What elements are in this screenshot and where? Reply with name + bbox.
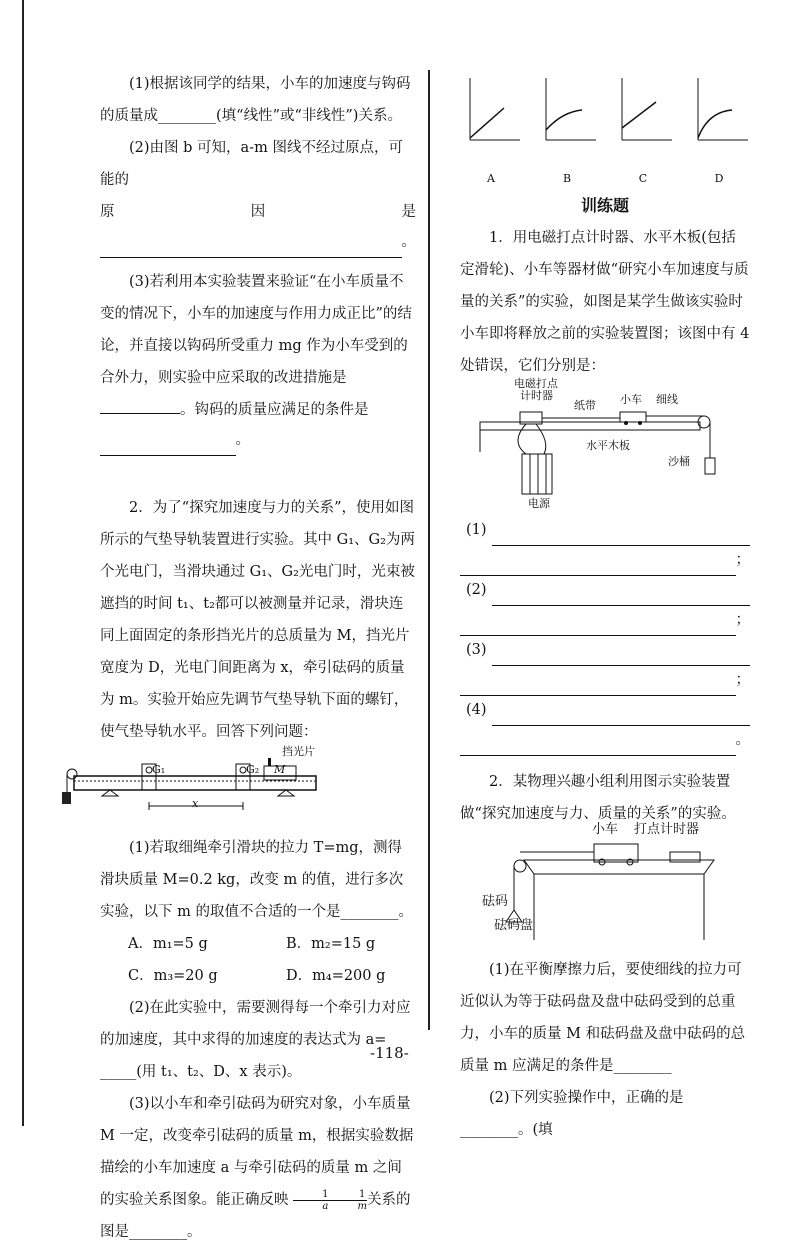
answer-list — [460, 516, 750, 756]
air-track-figure — [56, 745, 356, 818]
fraction-1-over-m — [328, 1189, 366, 1212]
graph-d-plot — [688, 70, 750, 150]
label-timer-2: 打点计时器 — [634, 822, 700, 837]
q2-part2: (2)在此实验中，需要测得每一个牵引力对应的加速度，其中求得的加速度的表达式为 a= — [100, 1000, 411, 1048]
answer-3-label: (3) — [466, 642, 487, 658]
option-b[interactable]: B．m₂=15 g — [286, 936, 376, 952]
q2-part1: (1)若取细绳牵引滑块的拉力 T=mg，测得滑块质量 M=0.2 kg，改变 m 的值，进行多次实验，以下 m 的取值不合适的一个是________。 — [100, 840, 413, 920]
answer-1-label: (1) — [466, 522, 487, 538]
label-timer-2: 计时器 — [520, 389, 553, 402]
options-row-2 — [100, 960, 416, 992]
graph-a[interactable] — [460, 70, 522, 185]
label-x: x — [192, 797, 199, 810]
answer-4-line[interactable] — [492, 709, 750, 726]
section-title: 训练题 — [580, 196, 629, 215]
graph-d[interactable] — [688, 70, 750, 185]
q1-part3-text: (3)若利用本实验装置来验证“在小车质量不变的情况下，小车的加速度与作用力成正比”的结论，并直接以钩码所受重力 mg 作为小车受到的合外力，则实验中应采取的改进措施是 — [100, 274, 412, 386]
option-d[interactable]: D．m₄=200 g — [286, 968, 386, 984]
answer-3-line-2[interactable] — [460, 679, 736, 696]
answer-1[interactable] — [460, 516, 750, 546]
label-timer: 电磁打点 — [514, 377, 558, 390]
t2-stem: 2．某物理兴趣小组利用图示实验装置做“探究加速度与力、质量的关系”的实验。 — [460, 774, 736, 822]
graph-c[interactable] — [612, 70, 674, 185]
setup-figure-1 — [470, 377, 730, 512]
t1-stem: 1．用电磁打点计时器、水平木板(包括定滑轮)、小车等器材做“研究小车加速度与质量的关系”的实验，如图是某学生做该实验时小车即将释放之前的实验装置图；该图中有 4 处错误，它们分别是： — [460, 230, 750, 374]
answer-1-line-2[interactable] — [460, 559, 736, 576]
label-tape: 纸带 — [574, 399, 596, 412]
graph-label-c: C — [638, 172, 648, 185]
label-mass: M — [274, 763, 286, 776]
option-a[interactable]: A．m₁=5 g — [128, 936, 208, 952]
q1-part2-line — [100, 196, 416, 228]
label-power: 电源 — [528, 497, 550, 510]
label-string: 细线 — [656, 393, 678, 406]
word-yuan: 原 — [100, 204, 115, 220]
semicolon: ； — [735, 612, 750, 628]
q2-part3-end: 关系的图是________。 — [100, 1192, 411, 1240]
graph-label-a: A — [487, 172, 495, 185]
fraction-1-over-a — [293, 1189, 328, 1212]
graph-options — [460, 70, 750, 185]
answer-3[interactable] — [460, 636, 750, 666]
semicolon: ； — [735, 672, 750, 688]
word-shi: 是 — [401, 204, 416, 220]
q2-part2-b: _____(用 t₁、t₂、D、x 表示)。 — [100, 1064, 302, 1080]
frac-num: 1 — [293, 1189, 328, 1201]
graph-label-d: D — [714, 172, 724, 185]
answer-2[interactable] — [460, 576, 750, 606]
answer-3-line[interactable] — [492, 649, 750, 666]
answer-2-line[interactable] — [492, 589, 750, 606]
graph-b-plot — [536, 70, 598, 150]
label-g1: G₁ — [152, 763, 166, 776]
right-column — [460, 0, 750, 1146]
answer-2-line-2[interactable] — [460, 619, 736, 636]
graph-b[interactable] — [536, 70, 598, 185]
column-divider — [428, 70, 430, 1030]
label-tray: 砝码盘 — [494, 918, 534, 933]
q2-part3-text: (3)以小车和牵引砝码为研究对象，小车质量 M 一定，改变牵引砝码的质量 m，根据实验数据描绘的小车加速度 a 与牵引砝码的质量 m 之间的实验关系图象。能正确反映 — [100, 1096, 414, 1208]
label-gate-strip: 挡光片 — [282, 745, 315, 758]
graph-c-plot — [612, 70, 674, 150]
page-number: -118- — [370, 1044, 409, 1062]
q2-part3 — [100, 1088, 416, 1248]
label-bucket: 沙桶 — [668, 455, 690, 468]
q1-part2: (2)由图 b 可知，a-m 图线不经过原点，可能的 — [100, 140, 403, 188]
blank-line[interactable] — [100, 439, 236, 456]
q1-part3-blank-1[interactable] — [100, 395, 180, 414]
word-yin: 因 — [250, 204, 266, 220]
answer-2-cont[interactable] — [460, 606, 750, 636]
period: 。 — [235, 432, 250, 448]
label-board: 水平木板 — [586, 439, 630, 452]
label-car-2: 小车 — [592, 822, 619, 837]
label-car: 小车 — [620, 393, 642, 406]
answer-1-cont[interactable] — [460, 546, 750, 576]
q1-part3-text-b: 。钩码的质量应满足的条件是 — [180, 402, 369, 418]
answer-2-label: (2) — [466, 582, 487, 598]
blank-line[interactable] — [100, 241, 402, 258]
options-row-1 — [100, 928, 416, 960]
page-left-border — [22, 0, 24, 1126]
t2-part1: (1)在平衡摩擦力后，要使细线的拉力可近似认为等于砝码盘及盘中砝码受到的总重力，小车的质量 M 和砝码盘及盘中砝码的总质量 m 应满足的条件是________ — [460, 962, 746, 1074]
option-c[interactable]: C．m₃=20 g — [128, 968, 218, 984]
t2-part2: (2)下列实验操作中，正确的是________。(填 — [460, 1090, 684, 1138]
q2-stem: 2．为了“探究加速度与力的关系”，使用如图所示的气垫导轨装置进行实验。其中 G₁、G₂为两个光电门，当滑块通过 G₁、G₂光电门时，光束被遮挡的时间 t₁、t₂都可以被测量并记录，滑块连同上面固定的条形挡光片的总质量为 M，挡光片宽度为 D，光电门间距离为 x，牵引砝码的质量为 m。实验开始应先调节气垫导轨下面的螺钉，使气垫导轨水平。回答下列问题： — [100, 500, 415, 740]
answer-4-line-2[interactable] — [460, 739, 736, 756]
answer-1-line[interactable] — [492, 529, 750, 546]
frac-den: m — [357, 1200, 367, 1212]
q1-part1: (1)根据该同学的结果，小车的加速度与钩码的质量成________(填“线性”或“非线性”)关系。 — [100, 76, 411, 124]
frac-num: 1 — [328, 1189, 366, 1201]
graph-label-b: B — [562, 172, 572, 185]
answer-4-cont[interactable] — [460, 726, 750, 756]
semicolon: ； — [735, 552, 750, 568]
answer-4-label: (4) — [466, 702, 487, 718]
period: 。 — [401, 234, 416, 250]
answer-3-cont[interactable] — [460, 666, 750, 696]
q1-part3 — [100, 266, 416, 426]
label-g2: G₂ — [246, 763, 260, 776]
setup-figure-2 — [474, 822, 744, 940]
period: 。 — [735, 732, 750, 748]
answer-4[interactable] — [460, 696, 750, 726]
q1-part2-blank[interactable] — [100, 228, 416, 258]
frac-den: a — [322, 1200, 329, 1212]
label-weight: 砝码 — [482, 894, 509, 909]
q1-part3-blank-2[interactable] — [100, 426, 250, 456]
left-column — [100, 68, 416, 1248]
graph-a-plot — [460, 70, 522, 150]
